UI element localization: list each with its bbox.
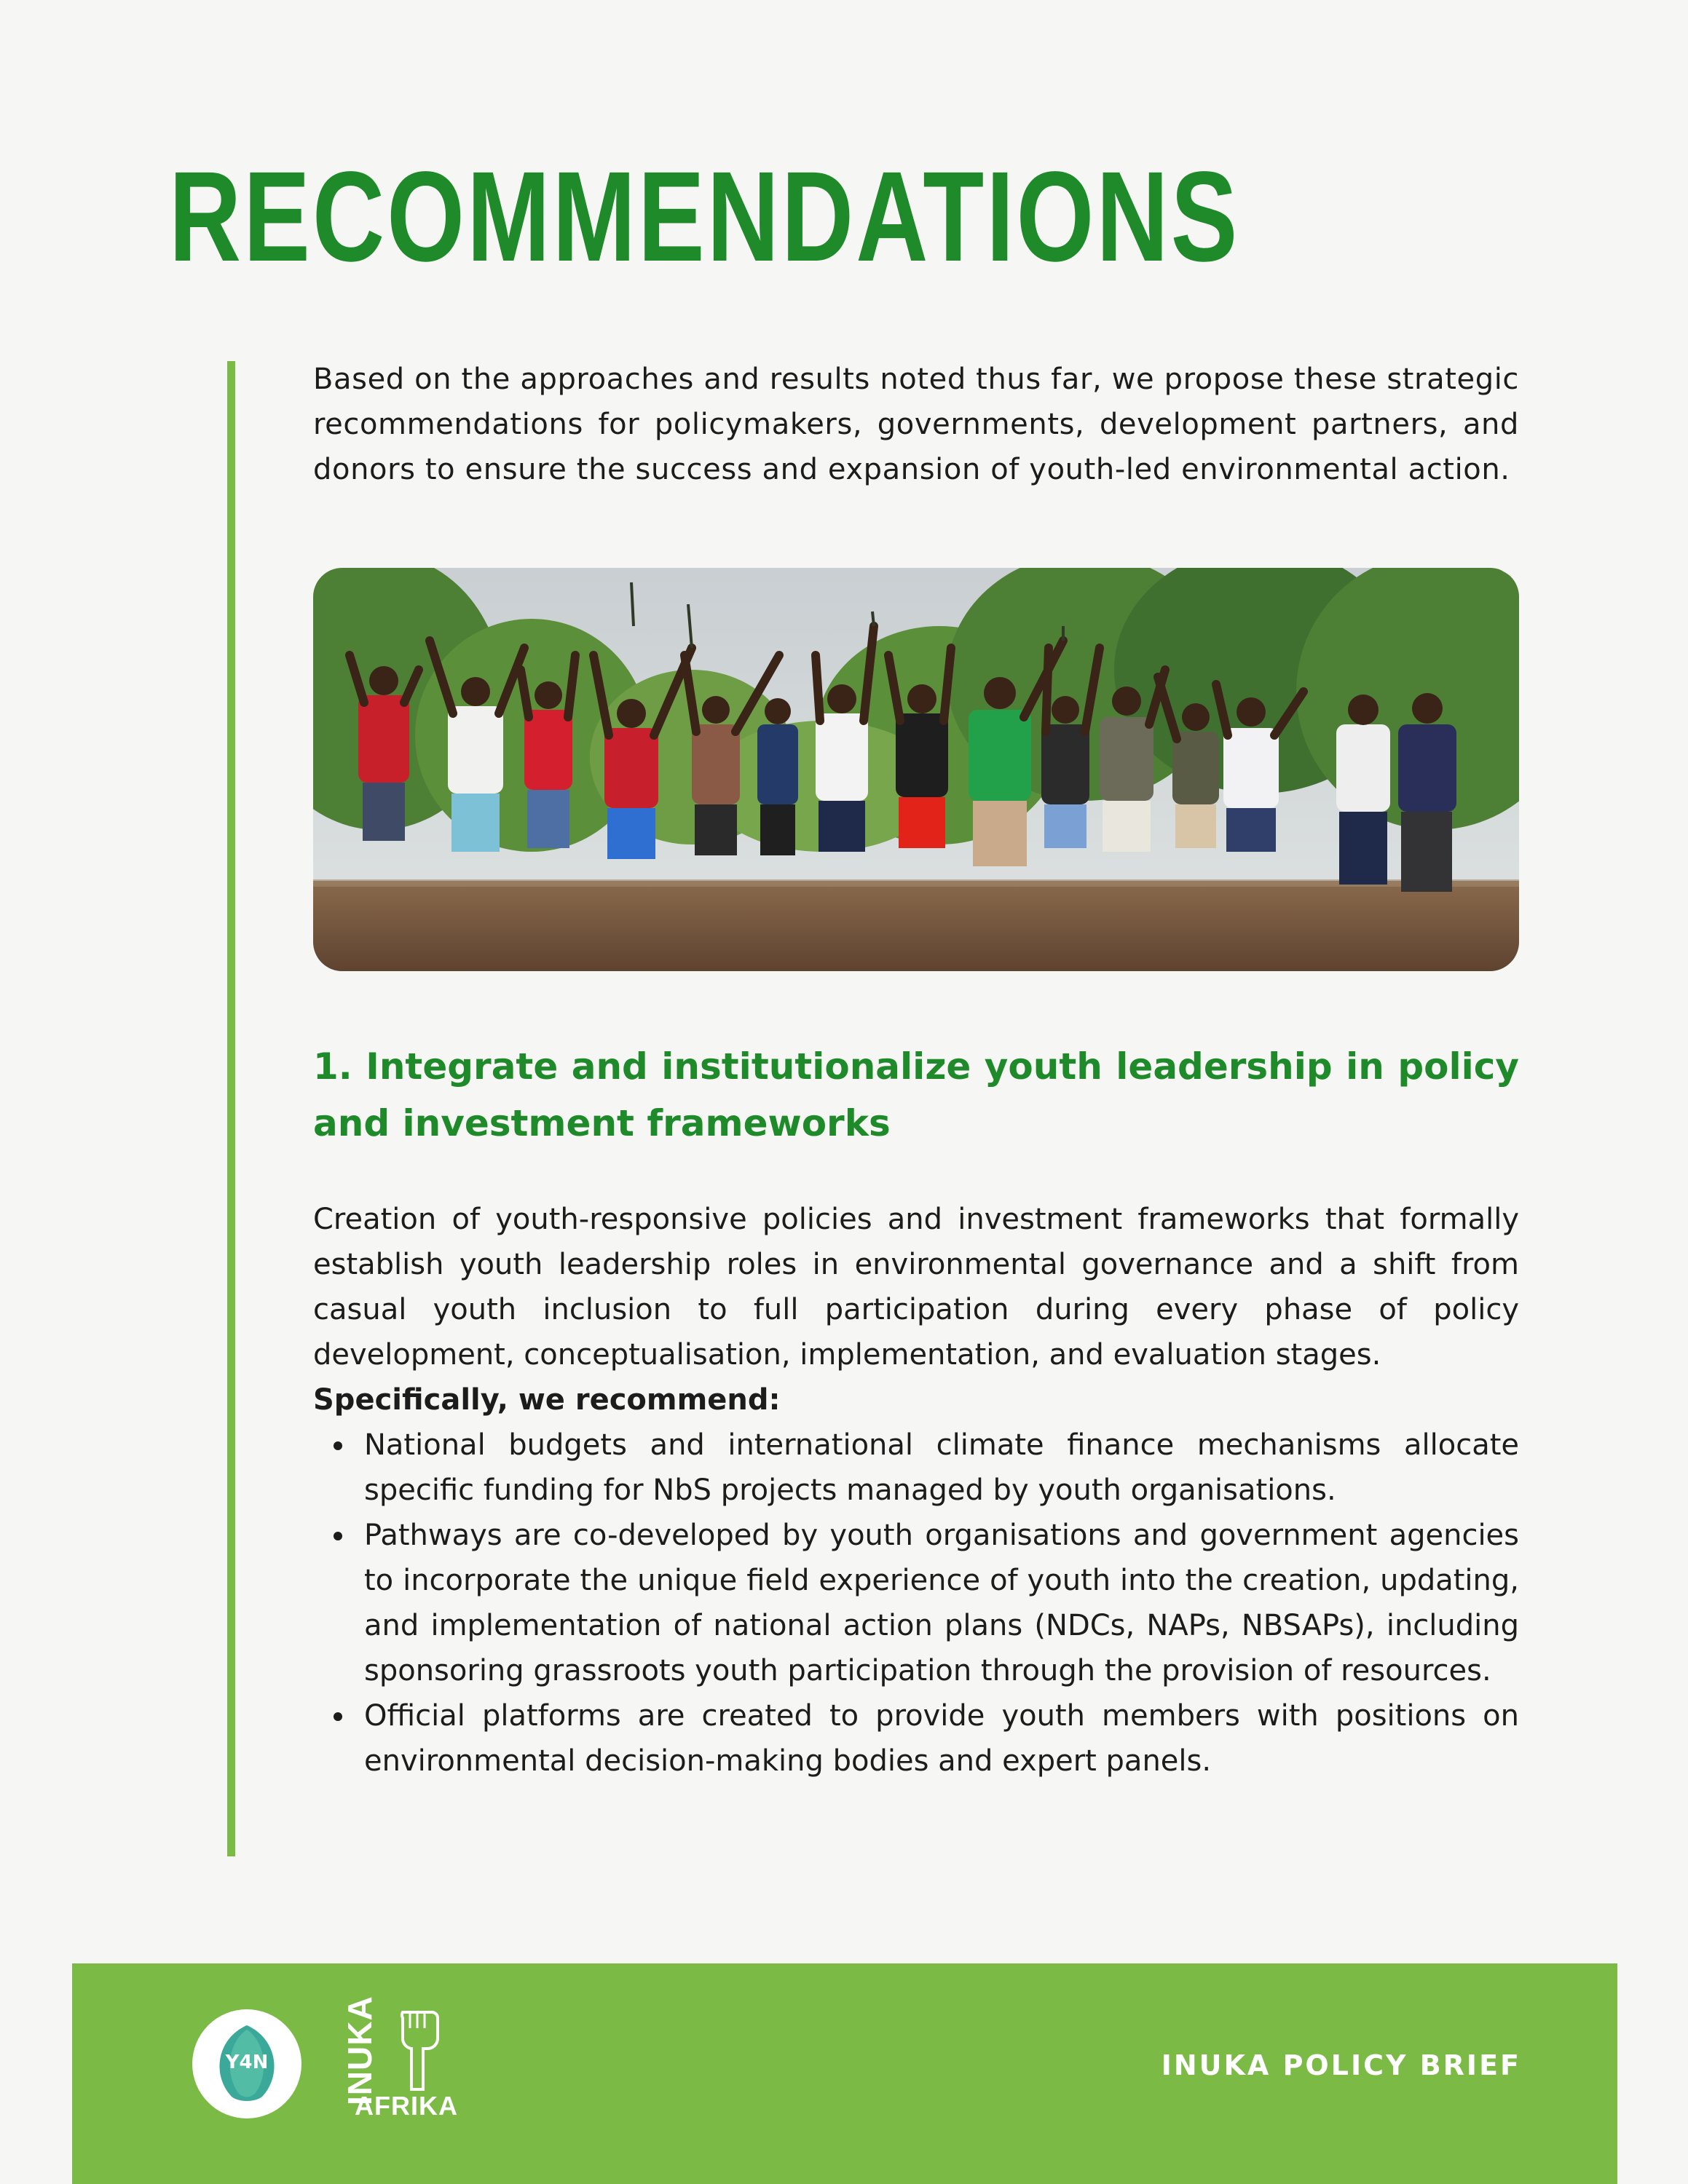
group-photo [313,568,1519,971]
list-item: Pathways are co-developed by youth organisations and government agencies to incorporate the unique field experience of youth into the creation, updating, and implementation of national action plans (NDCs, NAPs, NBSAPs), including sponsoring grassroots youth participation through the provision of resources. [364,1513,1519,1693]
policy-brief-label: INUKA POLICY BRIEF [1161,2049,1521,2081]
accent-bar [227,361,235,1856]
inuka-logo-word: INUKA [341,1995,379,2105]
section-heading: 1. Integrate and institutionalize youth leadership in policy and investment frameworks [313,1045,1519,1144]
footer-bar [72,1963,1617,2184]
y4n-logo [192,2009,301,2118]
recommendation-list [313,1423,1519,1784]
raised-fist-icon [393,2003,443,2091]
inuka-afrika-logo [341,1995,465,2127]
section-lead: Specifically, we recommend: [313,1383,781,1417]
page-title: RECOMMENDATIONS [169,146,1240,288]
section-paragraph [313,1197,1519,1423]
afrika-logo-word: AFRIKA [355,2091,458,2121]
intro-paragraph: Based on the approaches and results noted thus far, we propose these strategic recommendations for policymakers, governments, development partners, and donors to ensure the success and expansion of youth-led environmental action. [313,363,1519,486]
main-content [313,357,1519,1784]
list-item: Official platforms are created to provide youth members with positions on environmental decision-making bodies and expert panels. [364,1693,1519,1784]
section-paragraph-text: Creation of youth-responsive policies and investment frameworks that formally establish youth leadership roles in environmental governance and a shift from casual youth inclusion to full participation during every phase of policy development, conceptualisation, implementation, and evaluation stages. [313,1203,1519,1372]
group-photo-illustration [313,568,1519,971]
y4n-logo-text: Y4N [225,2052,269,2073]
list-item: National budgets and international climate finance mechanisms allocate specific funding for NbS projects managed by youth organisations. [364,1423,1519,1513]
